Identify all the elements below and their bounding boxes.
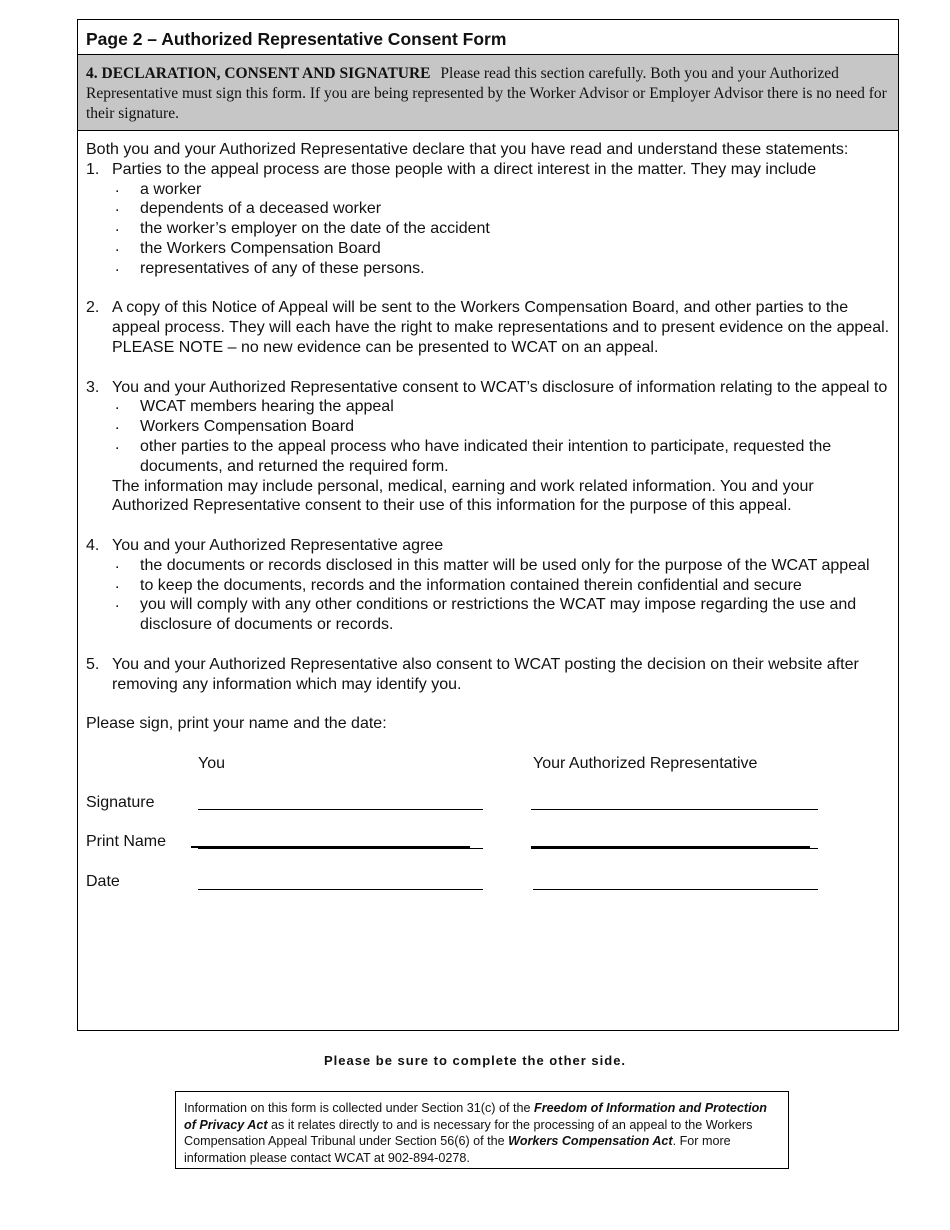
statement-subparagraph: The information may include personal, medical, earning and work related information. You and your Authorized Representative consent to their use of this information for the purpose of this appeal. [112, 477, 814, 515]
section-header [78, 55, 898, 131]
list-item: . WCAT members hearing the appeal [112, 397, 890, 417]
column-representative: Your Authorized Representative [533, 754, 758, 772]
you-print-name-field[interactable] [198, 848, 483, 849]
sign-prompt: Please sign, print your name and the date: [86, 715, 387, 733]
section-heading: 4. DECLARATION, CONSENT AND SIGNATURE [86, 65, 431, 82]
compensation-act-name: Workers Compensation Act [508, 1134, 673, 1148]
statement-text: You and your Authorized Representative agree [112, 536, 444, 554]
rep-print-name-underline [531, 846, 810, 848]
you-date-field[interactable] [198, 889, 483, 890]
statement-4 [86, 536, 890, 635]
statement-number: 5. [86, 655, 100, 673]
privacy-text-1: Information on this form is collected under Section 31(c) of the [184, 1101, 534, 1115]
statement-text: Parties to the appeal process are those people with a direct interest in the matter. They may include [112, 160, 817, 178]
list-item: . dependents of a deceased worker [112, 199, 890, 219]
privacy-act-name: Freedom of Information and Protection of Privacy Act [184, 1101, 767, 1132]
list-item: . other parties to the appeal process who have indicated their intention to participate, requested the documents, and returned the required form. [112, 437, 890, 477]
list-item: . the Workers Compensation Board [112, 239, 890, 259]
date-label: Date [86, 872, 120, 890]
rep-date-field[interactable] [533, 889, 818, 890]
consent-form [77, 19, 899, 1031]
list-item: . a worker [112, 180, 890, 200]
signature-grid [86, 734, 890, 899]
list-item: . representatives of any of these persons. [112, 259, 890, 279]
rep-signature-field[interactable] [531, 809, 818, 810]
you-print-name-underline [191, 846, 470, 848]
statement-2 [86, 298, 890, 357]
statement-number: 2. [86, 299, 100, 317]
statement-5 [86, 655, 890, 695]
list-item: . Workers Compensation Board [112, 417, 890, 437]
column-you: You [198, 754, 225, 772]
privacy-text-3: . For more information please contact WCAT at 902-894-0278. [184, 1134, 731, 1165]
declaration-content [78, 131, 898, 899]
page-title: Page 2 – Authorized Representative Consent Form [78, 20, 898, 55]
bullet-list [112, 556, 890, 635]
statement-number: 1. [86, 160, 100, 178]
section-instructions: Please read this section carefully. Both you and your Authorized Representative must sign this form. If you are being represented by the Worker Advisor or Employer Advisor there is no need for their signature. [86, 65, 887, 122]
list-item: . the documents or records disclosed in this matter will be used only for the purpose of the WCAT appeal [112, 556, 890, 576]
list-item: . the worker’s employer on the date of the accident [112, 219, 890, 239]
statement-number: 4. [86, 536, 100, 554]
privacy-text-2: as it relates directly to and is necessary for the processing of an appeal to the Workers Compensation Appeal Tribunal under Section 56(6) of the [184, 1117, 753, 1148]
statement-text: You and your Authorized Representative also consent to WCAT posting the decision on their website after removing any information which may identify you. [112, 655, 859, 693]
signature-label: Signature [86, 793, 155, 811]
statement-text: A copy of this Notice of Appeal will be sent to the Workers Compensation Board, and other parties to the appeal process. They will each have the right to make representations and to present evidence on the appeal. PLEASE NOTE – no new evidence can be presented to WCAT on an appeal. [112, 299, 890, 356]
privacy-notice-box [175, 1091, 789, 1169]
bullet-list [112, 180, 890, 279]
you-signature-field[interactable] [198, 809, 483, 810]
list-item: . you will comply with any other conditions or restrictions the WCAT may impose regarding the use and disclosure of documents or records. [112, 595, 890, 635]
statement-1 [86, 160, 890, 279]
statement-list [86, 160, 890, 695]
statement-3 [86, 378, 890, 517]
rep-print-name-field[interactable] [531, 848, 818, 849]
intro-text: Both you and your Authorized Representative declare that you have read and understand these statements: [86, 141, 849, 158]
statement-number: 3. [86, 378, 100, 396]
list-item: . to keep the documents, records and the information contained therein confidential and secure [112, 576, 890, 596]
print-name-label: Print Name [86, 832, 167, 850]
complete-other-side-notice: Please be sure to complete the other side. [323, 1053, 627, 1068]
bullet-list [112, 397, 890, 476]
statement-text: You and your Authorized Representative consent to WCAT’s disclosure of information relating to the appeal to [112, 378, 888, 396]
